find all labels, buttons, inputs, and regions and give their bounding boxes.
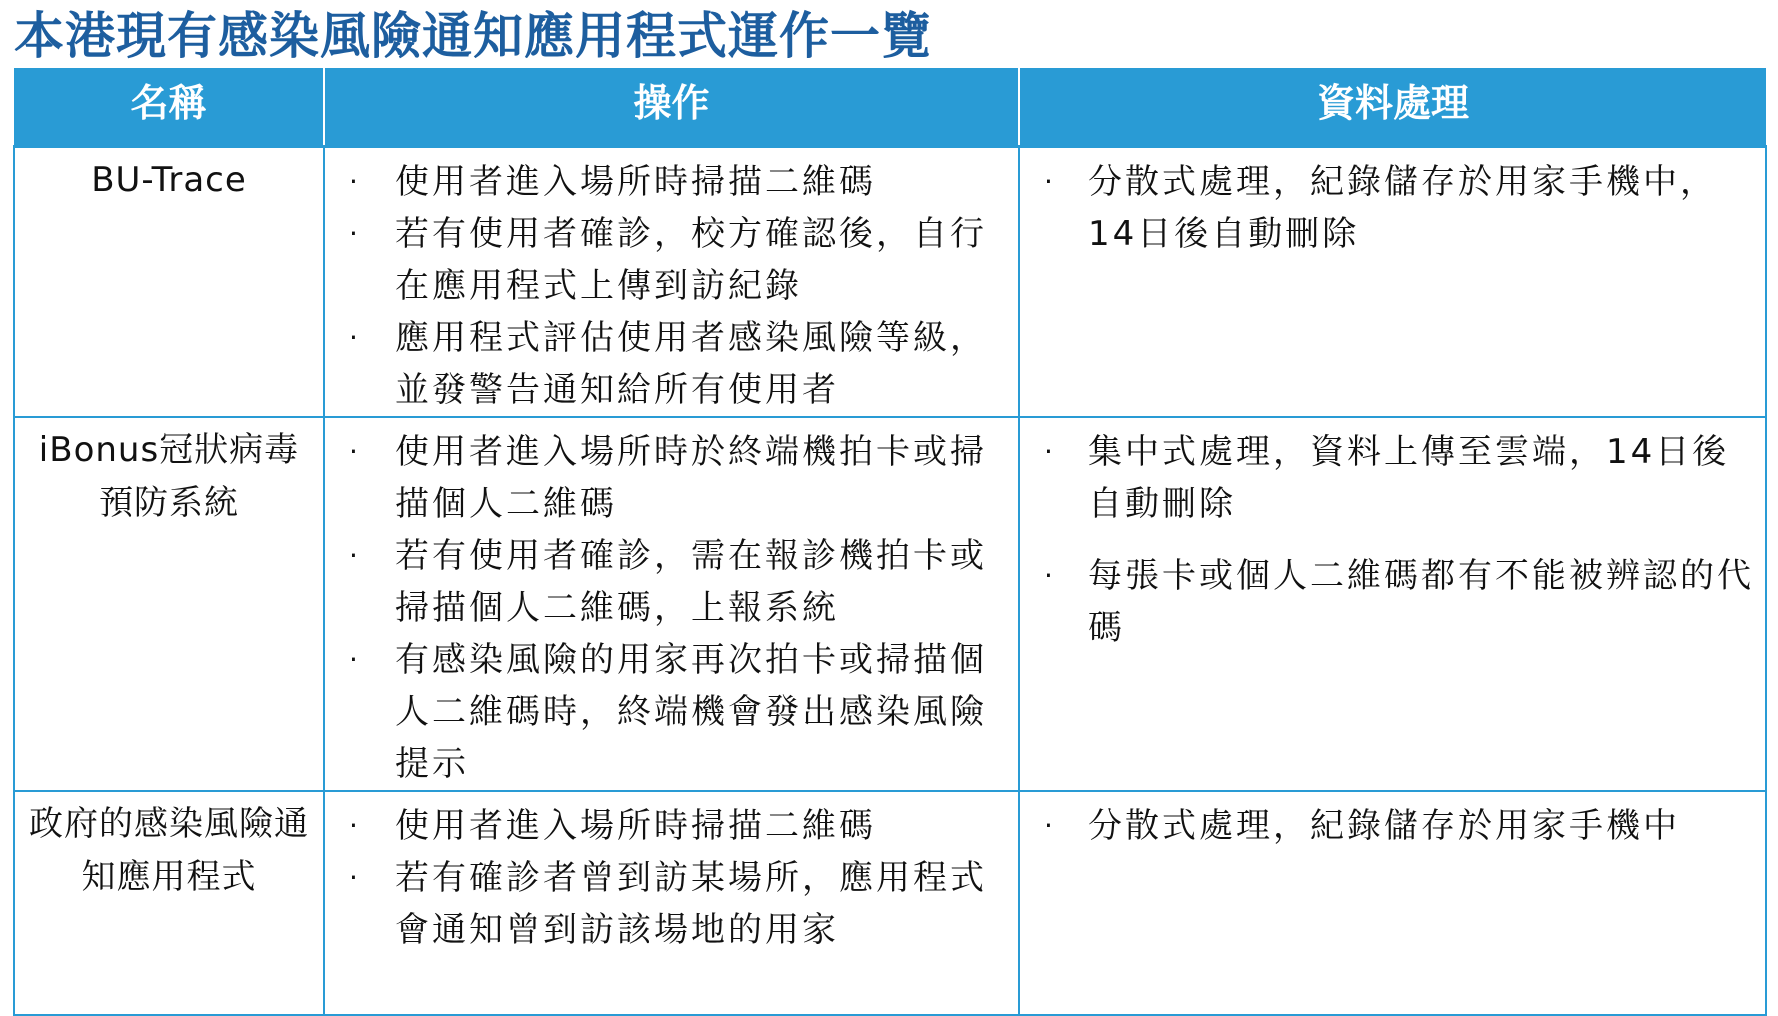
bullet-icon: ·	[349, 434, 361, 468]
page-title: 本港現有感染風險通知應用程式運作一覽	[14, 6, 932, 65]
bullet-icon: ·	[349, 164, 361, 198]
bullet-icon: ·	[349, 642, 361, 676]
data-processing-text: 集中式處理，資料上傳至雲端，14日後自動刪除	[1088, 431, 1730, 524]
operation-text: 應用程式評估使用者感染風險等級，並發警告通知給所有使用者	[395, 317, 987, 410]
list-item	[325, 208, 1014, 312]
list-item	[1020, 550, 1761, 654]
app-name: 政府的感染風險通知應用程式	[29, 803, 309, 897]
operation-cell	[324, 791, 1019, 1015]
app-name-cell	[14, 146, 324, 417]
list-item	[325, 312, 1014, 416]
bullet-icon: ·	[1044, 808, 1056, 842]
data-processing-text: 每張卡或個人二維碼都有不能被辨認的代碼	[1088, 555, 1754, 648]
data-processing-list	[1020, 418, 1765, 654]
operation-cell	[324, 146, 1019, 417]
bullet-icon: ·	[349, 860, 361, 894]
header-name: 名稱	[14, 68, 324, 146]
data-processing-text: 分散式處理，紀錄儲存於用家手機中	[1088, 805, 1680, 846]
data-processing-cell	[1019, 791, 1766, 1015]
table-header-row	[14, 68, 1766, 146]
operation-text: 使用者進入場所時於終端機拍卡或掃描個人二維碼	[395, 431, 987, 524]
operation-text: 有感染風險的用家再次拍卡或掃描個人二維碼時，終端機會發出感染風險提示	[395, 639, 987, 784]
bullet-icon: ·	[1044, 558, 1056, 592]
list-item	[1020, 800, 1761, 852]
bullet-icon: ·	[349, 320, 361, 354]
list-item	[1020, 156, 1761, 260]
app-name-cell	[14, 417, 324, 791]
table-row	[14, 417, 1766, 791]
bullet-icon: ·	[1044, 164, 1056, 198]
data-processing-cell	[1019, 417, 1766, 791]
bullet-icon: ·	[349, 808, 361, 842]
list-item	[325, 426, 1014, 530]
operation-text: 若有使用者確診，需在報診機拍卡或掃描個人二維碼，上報系統	[395, 535, 987, 628]
operation-text: 使用者進入場所時掃描二維碼	[395, 161, 876, 202]
list-item	[1020, 426, 1761, 530]
operation-text: 使用者進入場所時掃描二維碼	[395, 805, 876, 846]
app-name: iBonus冠狀病毒預防系統	[38, 429, 300, 523]
operation-text: 若有使用者確診，校方確認後，自行在應用程式上傳到訪紀錄	[395, 213, 987, 306]
data-processing-list	[1020, 148, 1765, 260]
data-processing-cell	[1019, 146, 1766, 417]
bullet-icon: ·	[1044, 434, 1056, 468]
operation-text: 若有確診者曾到訪某場所，應用程式會通知曾到訪該場地的用家	[395, 857, 987, 950]
operation-list	[325, 148, 1018, 416]
app-comparison-table	[13, 68, 1767, 1016]
operation-cell	[324, 417, 1019, 791]
data-processing-list	[1020, 792, 1765, 852]
list-item	[325, 634, 1014, 790]
header-data-processing: 資料處理	[1019, 68, 1766, 146]
list-item	[325, 156, 1014, 208]
list-item	[325, 530, 1014, 634]
bullet-icon: ·	[349, 538, 361, 572]
list-item	[325, 800, 1014, 852]
table-row	[14, 146, 1766, 417]
bullet-icon: ·	[349, 216, 361, 250]
data-processing-text: 分散式處理，紀錄儲存於用家手機中，14日後自動刪除	[1088, 161, 1717, 254]
app-name: BU-Trace	[91, 159, 247, 200]
operation-list	[325, 418, 1018, 790]
table-row	[14, 791, 1766, 1015]
app-name-cell	[14, 791, 324, 1015]
header-operation: 操作	[324, 68, 1019, 146]
list-item	[325, 852, 1014, 956]
operation-list	[325, 792, 1018, 956]
